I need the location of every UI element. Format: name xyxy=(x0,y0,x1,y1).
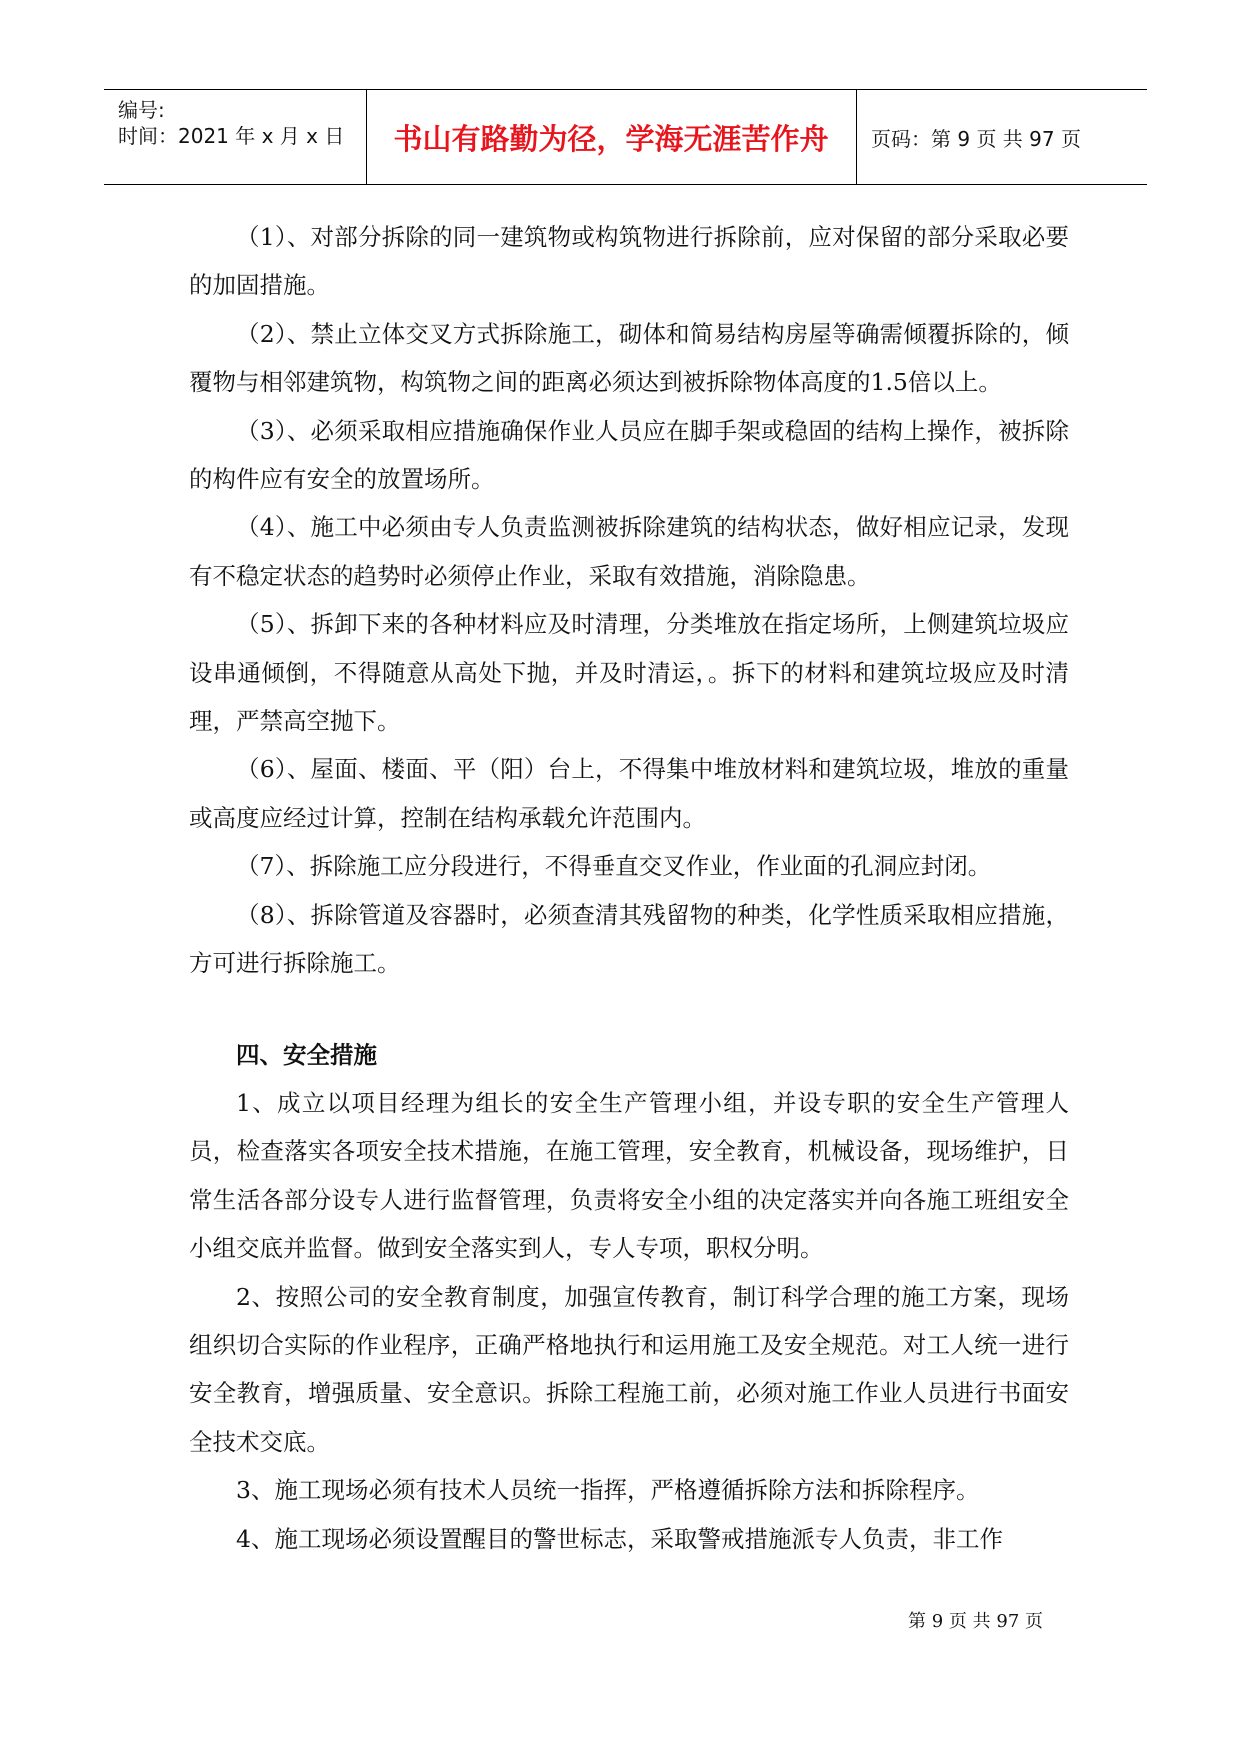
body-paragraph: 1、成立以项目经理为组长的安全生产管理小组，并设专职的安全生产管理人员，检查落实各项安全技术措施，在施工管理，安全教育，机械设备，现场维护，日常生活各部分设专人进行监督管理，负责将安全小组的决定落实并向各施工班组安全小组交底并监督。做到安全落实到人，专人专项，职权分明。 xyxy=(189,1088,1069,1263)
document-body xyxy=(189,213,1069,1563)
body-paragraph: （3）、必须采取相应措施确保作业人员应在脚手架或稳固的结构上操作，被拆除的构件应有安全的放置场所。 xyxy=(189,416,1069,494)
body-paragraph: 4、施工现场必须设置醒目的警世标志，采取警戒措施派专人负责，非工作 xyxy=(236,1524,1003,1553)
header-page-cell xyxy=(857,90,1147,184)
body-paragraph: （2）、禁止立体交叉方式拆除施工，砌体和简易结构房屋等确需倾覆拆除的，倾覆物与相邻建筑物，构筑物之间的距离必须达到被拆除物体高度的1.5倍以上。 xyxy=(189,319,1069,397)
header-meta-cell xyxy=(104,90,367,184)
body-paragraph: （6）、屋面、楼面、平（阳）台上，不得集中堆放材料和建筑垃圾，堆放的重量或高度应经过计算，控制在结构承载允许范围内。 xyxy=(189,755,1069,832)
page-header xyxy=(104,89,1147,185)
body-paragraph: （8）、拆除管道及容器时，必须查清其残留物的种类，化学性质采取相应措施，方可进行拆除施工。 xyxy=(189,900,1069,978)
body-paragraph: 3、施工现场必须有技术人员统一指挥，严格遵循拆除方法和拆除程序。 xyxy=(236,1476,980,1505)
body-paragraph: （4）、施工中必须由专人负责监测被拆除建筑的结构状态，做好相应记录，发现有不稳定状态的趋势时必须停止作业，采取有效措施，消除隐患。 xyxy=(189,513,1069,590)
body-paragraph: （7）、拆除施工应分段进行，不得垂直交叉作业，作业面的孔洞应封闭。 xyxy=(236,852,992,881)
section-heading: 四、安全措施 xyxy=(236,1040,377,1069)
header-motto-cell xyxy=(366,90,857,184)
body-paragraph: （1）、对部分拆除的同一建筑物或构筑物进行拆除前，应对保留的部分采取必要的加固措施。 xyxy=(189,223,1069,300)
document-number-label: 编号: xyxy=(118,98,165,122)
header-page-info: 页码：第 9 页 共 97 页 xyxy=(871,127,1081,151)
body-paragraph: （5）、拆卸下来的各种材料应及时清理，分类堆放在指定场所，上侧建筑垃圾应设串通倾倒，不得随意从高处下抛，并及时清运，。拆下的材料和建筑垃圾应及时清理，严禁高空抛下。 xyxy=(189,610,1069,736)
body-paragraph: 2、按照公司的安全教育制度，加强宣传教育，制订科学合理的施工方案，现场组织切合实际的作业程序，正确严格地执行和运用施工及安全规范。对工人统一进行安全教育，增强质量、安全意识。拆除工程施工前，必须对施工作业人员进行书面安全技术交底。 xyxy=(189,1282,1069,1456)
document-time-label: 时间：2021 年 x 月 x 日 xyxy=(118,124,345,148)
header-motto: 书山有路勤为径，学海无涯苦作舟 xyxy=(393,122,829,156)
page-footer-number: 第 9 页 共 97 页 xyxy=(908,1611,1043,1632)
